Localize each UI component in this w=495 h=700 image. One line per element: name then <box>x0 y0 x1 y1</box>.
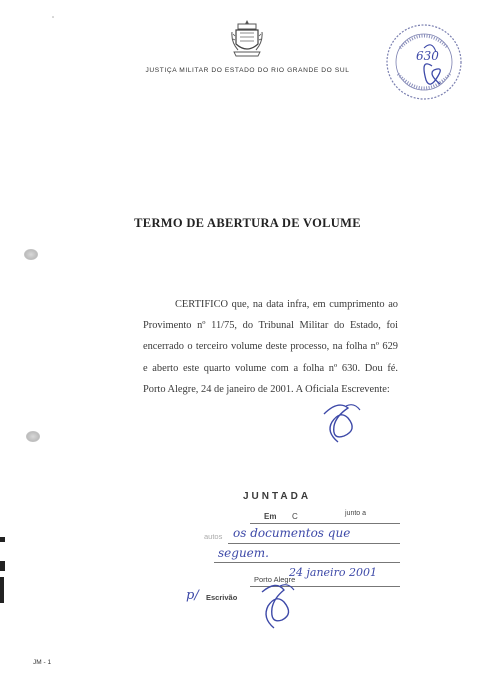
juntada-line4-left: Porto Alegre <box>254 575 296 584</box>
juntada-line1-right: junto a <box>345 510 367 517</box>
scan-speck: ▫ <box>52 15 55 21</box>
form-code: JM - 1 <box>33 659 52 666</box>
scan-edge-mark <box>0 561 5 571</box>
certification-text: CERTIFICO que, na data infra, em cumprimento ao Provimento nº 11/75, do Tribunal Militar do Estado, foi encerrado o terceiro volume deste processo, na folha nº 629 e aberto este quarto volume com a folha nº 630. Dou fé. Porto Alegre, 24 de janeiro de 2001. A Oficiala Escrevente: <box>143 299 398 395</box>
coat-of-arms-icon <box>230 18 264 60</box>
certification-paragraph <box>143 294 398 400</box>
stamp-rule <box>228 543 400 544</box>
punch-hole-bottom <box>26 431 40 442</box>
juntada-stamp-title: JUNTADA <box>243 491 312 502</box>
handwritten-seguem: seguem. <box>218 546 269 560</box>
handwritten-date: 24 janeiro 2001 <box>289 566 377 579</box>
stamp-rule <box>250 586 400 587</box>
scan-edge-mark <box>0 537 5 542</box>
scan-edge-mark <box>0 577 4 603</box>
handwritten-documents: os documentos que <box>233 526 351 540</box>
handwritten-prefix: p/ <box>186 588 199 603</box>
seal-number: 630 <box>416 49 439 63</box>
juntada-line5-left: Escrivão <box>206 593 238 602</box>
institution-header: JUSTIÇA MILITAR DO ESTADO DO RIO GRANDE DO SUL <box>145 67 350 74</box>
stamp-rule <box>250 523 400 524</box>
stamp-rule <box>214 562 400 563</box>
page-title: TERMO DE ABERTURA DE VOLUME <box>134 216 361 230</box>
juntada-line2-left: autos <box>204 532 223 541</box>
juntada-line1-left: Em <box>264 512 277 521</box>
folio-seal-icon <box>380 18 468 106</box>
clerk-signature <box>318 396 366 446</box>
punch-hole-top <box>24 249 38 260</box>
juntada-line1-mid: C <box>292 512 298 521</box>
